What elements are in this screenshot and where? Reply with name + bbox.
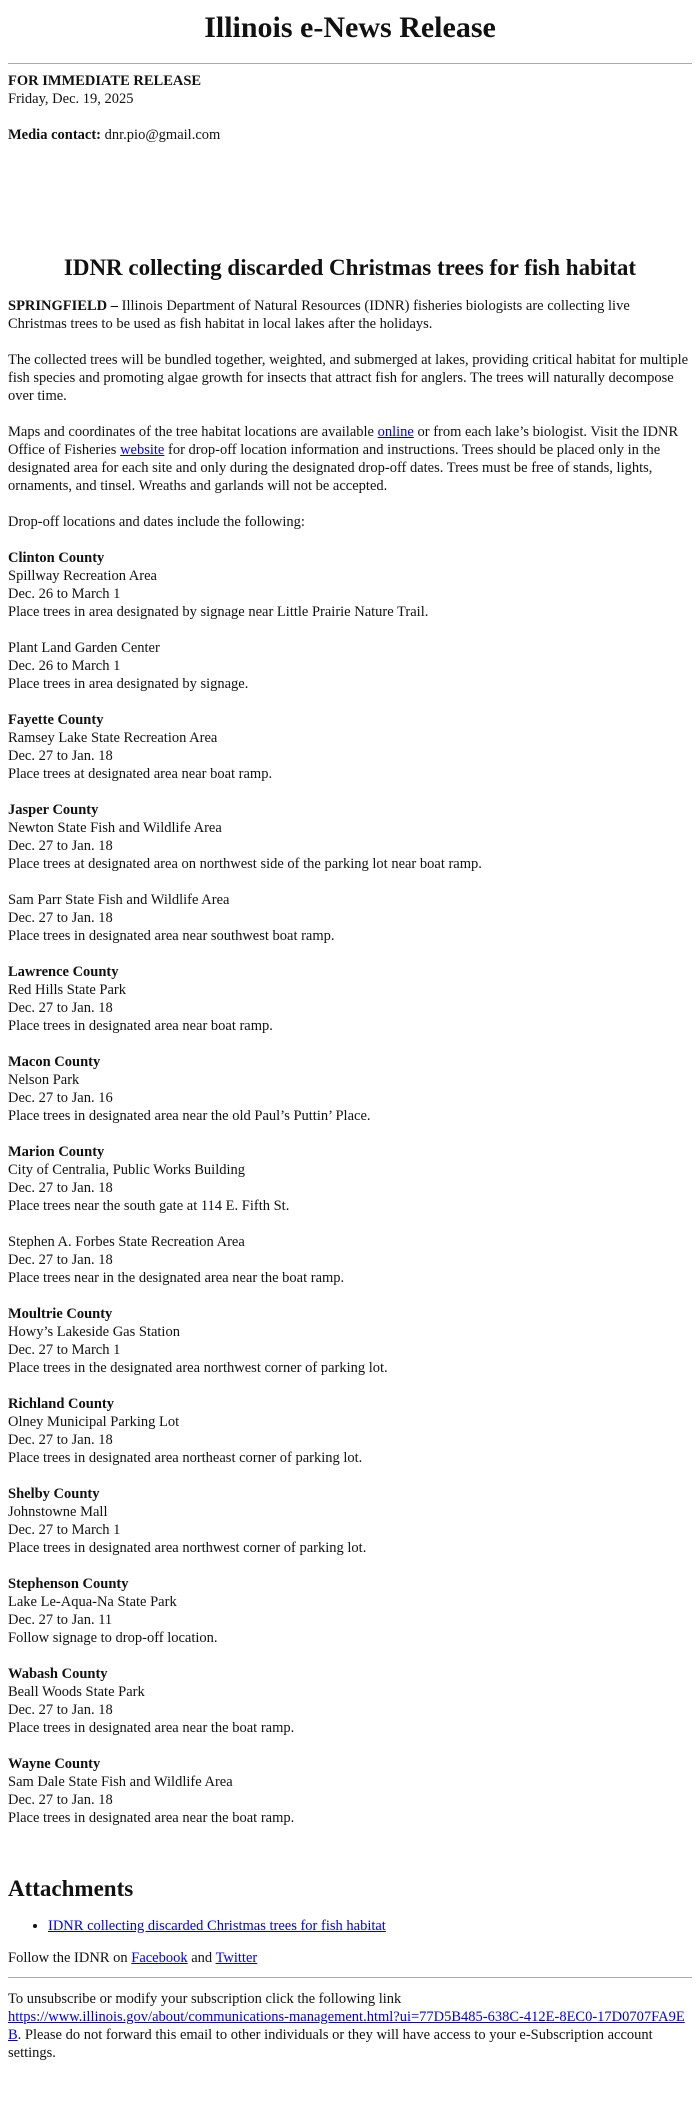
attachments-list — [8, 1917, 692, 1935]
location-dates: Dec. 27 to March 1 — [8, 1522, 121, 1538]
location-site: Newton State Fish and Wildlife Area — [8, 820, 222, 836]
location-site: Plant Land Garden Center — [8, 640, 160, 656]
instructions-paragraph — [8, 423, 692, 495]
location-note: Place trees in designated area near the boat ramp. — [8, 1720, 295, 1736]
unsubscribe-text: To unsubscribe or modify your subscription click the following link — [8, 1991, 402, 2007]
location-dates: Dec. 27 to Jan. 18 — [8, 1000, 113, 1016]
location-site: Nelson Park — [8, 1072, 80, 1088]
media-contact-email: dnr.pio@gmail.com — [104, 127, 221, 143]
location-entry — [8, 1395, 692, 1467]
footer-divider — [8, 1977, 692, 1978]
location-site: Sam Parr State Fish and Wildlife Area — [8, 892, 230, 908]
location-dates: Dec. 27 to Jan. 11 — [8, 1612, 113, 1628]
county-name: Wabash County — [8, 1666, 108, 1682]
media-contact — [8, 126, 692, 144]
attachment-item — [48, 1917, 692, 1935]
site-title: Illinois e-News Release — [204, 11, 496, 44]
location-dates: Dec. 27 to Jan. 18 — [8, 910, 113, 926]
location-dates: Dec. 26 to March 1 — [8, 658, 121, 674]
location-site: Howy’s Lakeside Gas Station — [8, 1324, 180, 1340]
habitat-paragraph: The collected trees will be bundled together, weighted, and submerged at lakes, providing critical habitat for multiple fish species and promoting algae growth for insects that attract fish for anglers. The trees will naturally decompose over time. — [8, 352, 689, 404]
location-entry — [8, 891, 692, 945]
attachments-heading: Attachments — [8, 1876, 134, 1901]
location-dates: Dec. 27 to Jan. 18 — [8, 1180, 113, 1196]
location-entry — [8, 549, 692, 621]
location-entry — [8, 711, 692, 783]
location-site: City of Centralia, Public Works Building — [8, 1162, 245, 1178]
location-entry — [8, 639, 692, 693]
location-entry — [8, 1233, 692, 1287]
locations-list — [8, 549, 692, 1827]
release-info — [8, 72, 692, 144]
location-note: Place trees in designated area near the old Paul’s Puttin’ Place. — [8, 1108, 371, 1124]
locations-intro: Drop-off locations and dates include the following: — [8, 514, 305, 530]
location-dates: Dec. 27 to Jan. 18 — [8, 1792, 113, 1808]
location-dates: Dec. 27 to Jan. 18 — [8, 1702, 113, 1718]
intro-text: Illinois Department of Natural Resources (IDNR) fisheries biologists are collecting live Christmas trees to be used as fish habitat in local lakes after the holidays. — [8, 298, 630, 332]
follow-and: and — [187, 1950, 216, 1966]
county-name: Moultrie County — [8, 1306, 113, 1322]
media-contact-label: Media contact: — [8, 127, 102, 143]
intro-paragraph — [8, 297, 692, 333]
location-entry — [8, 1305, 692, 1377]
twitter-link[interactable]: Twitter — [215, 1950, 258, 1966]
location-site: Johnstowne Mall — [8, 1504, 108, 1520]
location-note: Place trees in designated area northeast corner of parking lot. — [8, 1450, 363, 1466]
dateline: SPRINGFIELD – — [8, 298, 118, 314]
fisheries-website-link[interactable]: website — [120, 442, 165, 458]
location-entry — [8, 1665, 692, 1737]
follow-prefix: Follow the IDNR on — [8, 1950, 132, 1966]
location-note: Place trees in designated area near the boat ramp. — [8, 1810, 295, 1826]
location-site: Sam Dale State Fish and Wildlife Area — [8, 1774, 233, 1790]
location-entry — [8, 963, 692, 1035]
county-name: Stephenson County — [8, 1576, 129, 1592]
location-site: Stephen A. Forbes State Recreation Area — [8, 1234, 245, 1250]
location-note: Place trees at designated area near boat ramp. — [8, 766, 273, 782]
county-name: Lawrence County — [8, 964, 119, 980]
location-site: Spillway Recreation Area — [8, 568, 157, 584]
facebook-link[interactable]: Facebook — [131, 1950, 188, 1966]
location-note: Place trees in designated area northwest corner of parking lot. — [8, 1540, 367, 1556]
location-entry — [8, 1053, 692, 1125]
instructions-text-b: or from each lake’s biologist. Visit the IDNR Office of Fisheries — [8, 424, 679, 458]
location-note: Place trees in area designated by signage. — [8, 676, 249, 692]
unsubscribe-link[interactable]: https://www.illinois.gov/about/communications-management.html?ui=77D5B485-638C-412E-8EC0-17D0707FA9EB — [8, 2009, 685, 2043]
follow-line — [8, 1949, 692, 1967]
county-name: Clinton County — [8, 550, 105, 566]
location-entry — [8, 1485, 692, 1557]
location-note: Place trees near in the designated area near the boat ramp. — [8, 1270, 345, 1286]
location-note: Place trees in designated area near boat ramp. — [8, 1018, 273, 1034]
location-dates: Dec. 27 to Jan. 18 — [8, 838, 113, 854]
location-dates: Dec. 26 to March 1 — [8, 586, 121, 602]
location-dates: Dec. 27 to Jan. 16 — [8, 1090, 113, 1106]
location-site: Lake Le-Aqua-Na State Park — [8, 1594, 177, 1610]
instructions-text-c: for drop-off location information and instructions. Trees should be placed only in the designated area for each site and only during the designated drop-off dates. Trees must be free of stands, lights, ornaments, and tinsel. Wreaths and garlands will not be accepted. — [8, 442, 661, 494]
location-note: Place trees in the designated area northwest corner of parking lot. — [8, 1360, 388, 1376]
location-dates: Dec. 27 to March 1 — [8, 1342, 121, 1358]
header-divider — [8, 63, 692, 64]
location-entry — [8, 1755, 692, 1827]
attachment-link[interactable]: IDNR collecting discarded Christmas trees for fish habitat — [48, 1918, 386, 1934]
page — [0, 10, 700, 2062]
unsubscribe-suffix: . Please do not forward this email to other individuals or they will have access to your e-Subscription account settings. — [8, 2027, 653, 2061]
article-headline: IDNR collecting discarded Christmas trees for fish habitat — [63, 255, 637, 280]
unsubscribe-notice — [8, 2008, 692, 2062]
county-name: Shelby County — [8, 1486, 100, 1502]
location-entry — [8, 1143, 692, 1215]
location-note: Follow signage to drop-off location. — [8, 1630, 218, 1646]
county-name: Marion County — [8, 1144, 105, 1160]
instructions-text-a: Maps and coordinates of the tree habitat locations are available — [8, 424, 378, 440]
location-site: Ramsey Lake State Recreation Area — [8, 730, 218, 746]
release-label: FOR IMMEDIATE RELEASE — [8, 73, 202, 89]
location-site: Olney Municipal Parking Lot — [8, 1414, 180, 1430]
location-dates: Dec. 27 to Jan. 18 — [8, 1252, 113, 1268]
county-name: Wayne County — [8, 1756, 101, 1772]
location-site: Red Hills State Park — [8, 982, 127, 998]
online-link[interactable]: online — [377, 424, 414, 440]
county-name: Macon County — [8, 1054, 101, 1070]
county-name: Jasper County — [8, 802, 99, 818]
location-note: Place trees near the south gate at 114 E. Fifth St. — [8, 1198, 290, 1214]
release-date: Friday, Dec. 19, 2025 — [8, 91, 134, 107]
location-note: Place trees in designated area near southwest boat ramp. — [8, 928, 335, 944]
location-entry — [8, 1575, 692, 1647]
location-entry — [8, 801, 692, 873]
location-site: Beall Woods State Park — [8, 1684, 145, 1700]
location-note: Place trees at designated area on northwest side of the parking lot near boat ramp. — [8, 856, 482, 872]
county-name: Fayette County — [8, 712, 104, 728]
county-name: Richland County — [8, 1396, 114, 1412]
location-dates: Dec. 27 to Jan. 18 — [8, 1432, 113, 1448]
location-note: Place trees in area designated by signage near Little Prairie Nature Trail. — [8, 604, 429, 620]
location-dates: Dec. 27 to Jan. 18 — [8, 748, 113, 764]
